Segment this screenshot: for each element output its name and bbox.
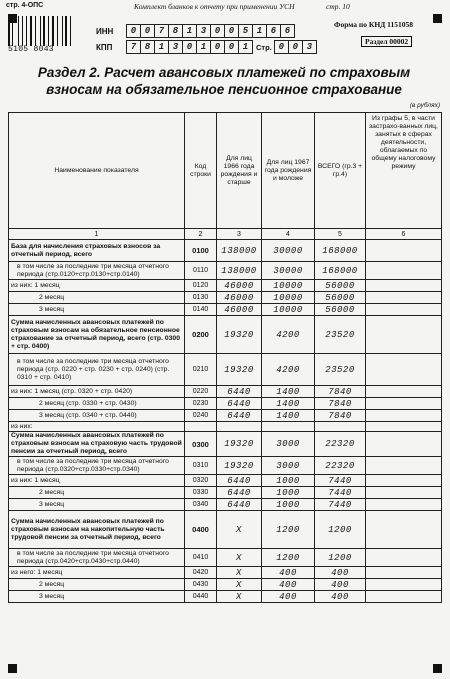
table-row: [9, 511, 442, 549]
barcode-bar: [65, 16, 67, 46]
value-cell[interactable]: 400: [315, 567, 366, 579]
line-code-cell: 0110: [185, 262, 217, 280]
digit-cell: 6: [267, 24, 281, 38]
value-cell[interactable]: [366, 511, 442, 549]
line-code-cell: 0420: [185, 567, 217, 579]
barcode-bar: [46, 16, 48, 46]
value-cell[interactable]: 23520: [315, 354, 366, 386]
indicator-name-cell: из них:: [9, 422, 185, 432]
value-cell[interactable]: 1400: [262, 398, 315, 410]
digit-cell: 0: [183, 40, 197, 54]
column-numbers-row: [9, 229, 442, 240]
value-cell[interactable]: 400: [315, 591, 366, 603]
section-code-box: Раздел 00002: [361, 36, 412, 47]
value-cell[interactable]: Х: [217, 549, 262, 567]
value-cell[interactable]: 7440: [315, 475, 366, 487]
value-cell[interactable]: 1000: [262, 475, 315, 487]
column-number: 4: [262, 229, 315, 240]
value-cell[interactable]: 7840: [315, 398, 366, 410]
value-cell[interactable]: 7840: [315, 410, 366, 422]
line-code-cell: 0220: [185, 386, 217, 398]
barcode-bar: [72, 16, 73, 46]
column-number: 3: [217, 229, 262, 240]
line-code-cell: 0130: [185, 292, 217, 304]
set-caption: Комплект бланков к отчету при применении УСН: [134, 2, 295, 11]
value-cell[interactable]: 56000: [315, 280, 366, 292]
table-row: [9, 280, 442, 292]
digit-cell: 3: [303, 40, 317, 54]
section-title: Раздел 2. Расчет авансовых платежей по страховым взносам на обязательное пенсионное страхование: [37, 65, 411, 97]
value-cell[interactable]: [262, 422, 315, 432]
value-cell[interactable]: 1400: [262, 410, 315, 422]
value-cell[interactable]: [366, 240, 442, 262]
header-cell: Из графы 5, в части застрахо-ванных лиц, занятых в сферах деятельности, облагаемых по общему налоговому режиму: [366, 113, 442, 229]
value-cell[interactable]: 400: [262, 567, 315, 579]
barcode-bar: [24, 16, 25, 46]
form-code: Форма по КНД 1151058: [334, 20, 414, 29]
digit-cell: 0: [225, 40, 239, 54]
value-cell[interactable]: [366, 579, 442, 591]
indicator-name-cell: 2 месяц: [9, 487, 185, 499]
inn-row: [96, 24, 295, 38]
barcode-bar: [59, 16, 61, 46]
indicator-name-cell: 3 месяц: [9, 304, 185, 316]
digit-cell: 8: [169, 24, 183, 38]
digit-cell: 7: [126, 40, 141, 54]
digit-cell: 3: [197, 24, 211, 38]
digit-cell: 1: [253, 24, 267, 38]
kpp-row: [96, 40, 317, 54]
page-label: стр. 4-ОПС: [6, 2, 44, 9]
registration-mark: [433, 664, 442, 673]
value-cell[interactable]: Х: [217, 567, 262, 579]
value-cell[interactable]: 6440: [217, 487, 262, 499]
table-row: [9, 432, 442, 457]
line-code-cell: 0340: [185, 499, 217, 511]
value-cell[interactable]: 30000: [262, 262, 315, 280]
indicator-name-cell: в том числе за последние три месяца отчетного периода (стр. 0220 + стр. 0230 + стр. 0240) (стр. 0310 + стр. 0410): [9, 354, 185, 386]
value-cell[interactable]: [366, 262, 442, 280]
value-cell[interactable]: 56000: [315, 304, 366, 316]
value-cell[interactable]: [366, 475, 442, 487]
value-cell[interactable]: 1000: [262, 487, 315, 499]
line-code-cell: 0320: [185, 475, 217, 487]
value-cell[interactable]: 22320: [315, 457, 366, 475]
line-code-cell: 0440: [185, 591, 217, 603]
value-cell[interactable]: 7840: [315, 386, 366, 398]
value-cell[interactable]: 10000: [262, 292, 315, 304]
digit-cell: 6: [281, 24, 295, 38]
barcode-bar: [30, 16, 32, 46]
indicator-name-cell: 3 месяц (стр. 0340 + стр. 0440): [9, 410, 185, 422]
value-cell[interactable]: 1200: [315, 511, 366, 549]
column-number: 1: [9, 229, 185, 240]
line-code-cell: 0310: [185, 457, 217, 475]
barcode-bar: [40, 16, 41, 46]
barcode-bar: [63, 16, 64, 46]
digit-cell: 5: [239, 24, 253, 38]
table-header-row: [9, 113, 442, 229]
column-number: 2: [185, 229, 217, 240]
value-cell[interactable]: [366, 457, 442, 475]
value-cell[interactable]: [366, 316, 442, 354]
barcode-bar: [26, 16, 28, 46]
barcode-bar: [35, 16, 36, 46]
digit-cell: 0: [289, 40, 303, 54]
indicator-name-cell: 2 месяц (стр. 0330 + стр. 0430): [9, 398, 185, 410]
registration-mark: [433, 14, 442, 23]
indicator-name-cell: Сумма начисленных авансовых платежей по страховым взносам на страховую часть трудовой пенсии за отчетный период, всего: [9, 432, 185, 457]
value-cell[interactable]: 7440: [315, 487, 366, 499]
kpp-label: КПП: [96, 42, 113, 52]
value-cell[interactable]: 168000: [315, 262, 366, 280]
value-cell[interactable]: [366, 549, 442, 567]
value-cell[interactable]: 4200: [262, 316, 315, 354]
digit-cell: 0: [211, 24, 225, 38]
line-code-cell: [185, 422, 217, 432]
line-code-cell: 0240: [185, 410, 217, 422]
value-cell[interactable]: 138000: [217, 262, 262, 280]
line-code-cell: 0410: [185, 549, 217, 567]
table-row: [9, 262, 442, 280]
barcode-bar: [50, 16, 51, 46]
value-cell[interactable]: [366, 567, 442, 579]
table-row: [9, 354, 442, 386]
table-row: [9, 292, 442, 304]
value-cell[interactable]: 10000: [262, 304, 315, 316]
registration-mark: [8, 14, 17, 23]
value-cell[interactable]: 400: [262, 579, 315, 591]
line-code-cell: 0300: [185, 432, 217, 457]
line-code-cell: 0200: [185, 316, 217, 354]
header-cell: Наименование показателя: [9, 113, 185, 229]
value-cell[interactable]: 400: [315, 579, 366, 591]
value-cell[interactable]: 1000: [262, 499, 315, 511]
value-cell[interactable]: 1200: [262, 511, 315, 549]
digit-cell: 0: [225, 24, 239, 38]
indicator-name-cell: 3 месяц: [9, 591, 185, 603]
value-cell[interactable]: 1400: [262, 386, 315, 398]
digit-cell: 0: [141, 24, 155, 38]
indicator-name-cell: из него: 1 месяц: [9, 567, 185, 579]
indicator-name-cell: в том числе за последние три месяца отчетного периода (стр.0420+стр.0430+стр.0440): [9, 549, 185, 567]
barcode-bar: [37, 16, 39, 46]
value-cell[interactable]: [366, 304, 442, 316]
contributions-table: [8, 112, 442, 603]
registration-mark: [8, 664, 17, 673]
indicator-name-cell: База для начисления страховых взносов за отчетный период, всего: [9, 240, 185, 262]
line-code-cell: 0120: [185, 280, 217, 292]
barcode-bar: [48, 16, 49, 46]
digit-cell: 0: [274, 40, 289, 54]
value-cell[interactable]: 19320: [217, 316, 262, 354]
value-cell[interactable]: 30000: [262, 240, 315, 262]
header-cell: Код строки: [185, 113, 217, 229]
table-row: [9, 499, 442, 511]
inn-label: ИНН: [96, 26, 114, 36]
table-row: [9, 591, 442, 603]
value-cell[interactable]: Х: [217, 579, 262, 591]
header-cell: Для лиц 1967 года рождения и моложе: [262, 113, 315, 229]
digit-cell: 8: [141, 40, 155, 54]
value-cell[interactable]: [366, 386, 442, 398]
barcode-bar: [22, 16, 23, 46]
value-cell[interactable]: 6440: [217, 475, 262, 487]
line-code-cell: 0140: [185, 304, 217, 316]
str-label: Стр.: [256, 42, 272, 52]
page-number: стр. 10: [326, 2, 350, 11]
digit-cell: 0: [211, 40, 225, 54]
value-cell[interactable]: 168000: [315, 240, 366, 262]
barcode-bar: [43, 16, 45, 46]
value-cell[interactable]: Х: [217, 591, 262, 603]
barcode-bar: [19, 16, 21, 46]
value-cell[interactable]: 46000: [217, 280, 262, 292]
table-row: [9, 410, 442, 422]
column-number: 5: [315, 229, 366, 240]
line-code-cell: 0230: [185, 398, 217, 410]
value-cell[interactable]: [366, 292, 442, 304]
value-cell[interactable]: 138000: [217, 240, 262, 262]
table-row: [9, 316, 442, 354]
header-cell: ВСЕГО (гр.3 + гр.4): [315, 113, 366, 229]
barcode-bar: [55, 16, 56, 46]
indicator-name-cell: из них: 1 месяц: [9, 475, 185, 487]
table-row: [9, 475, 442, 487]
value-cell[interactable]: 3000: [262, 457, 315, 475]
value-cell[interactable]: [366, 432, 442, 457]
value-cell[interactable]: 22320: [315, 432, 366, 457]
line-code-cell: 0430: [185, 579, 217, 591]
value-cell[interactable]: Х: [217, 511, 262, 549]
table-row: [9, 240, 442, 262]
value-cell[interactable]: 56000: [315, 292, 366, 304]
value-cell[interactable]: 6440: [217, 410, 262, 422]
line-code-cell: 0210: [185, 354, 217, 386]
line-code-cell: 0400: [185, 511, 217, 549]
table-row: [9, 549, 442, 567]
table-row: [9, 567, 442, 579]
table-row: [9, 457, 442, 475]
barcode-bar: [41, 16, 42, 46]
value-cell[interactable]: 3000: [262, 432, 315, 457]
indicator-name-cell: в том числе за последние три месяца отчетного периода (стр.0320+стр.0330+стр.0340): [9, 457, 185, 475]
value-cell[interactable]: 23520: [315, 316, 366, 354]
value-cell[interactable]: 6440: [217, 398, 262, 410]
indicator-name-cell: Сумма начисленных авансовых платежей по страховым взносам на обязательное пенсионное страхование за отчетный период, всего (стр. 0300 + стр. 0400): [9, 316, 185, 354]
table-row: [9, 386, 442, 398]
line-code-cell: 0100: [185, 240, 217, 262]
barcode: [8, 16, 74, 46]
value-cell[interactable]: 4200: [262, 354, 315, 386]
digit-cell: 1: [197, 40, 211, 54]
value-cell[interactable]: [366, 499, 442, 511]
str-cells: [274, 40, 317, 54]
value-cell[interactable]: [366, 487, 442, 499]
indicator-name-cell: 2 месяц: [9, 292, 185, 304]
barcode-number: 5105 8043: [8, 45, 54, 54]
page-header: [6, 2, 442, 14]
value-cell[interactable]: [366, 354, 442, 386]
table-row: [9, 579, 442, 591]
value-cell[interactable]: 6440: [217, 499, 262, 511]
barcode-bar: [68, 16, 69, 46]
table-row: [9, 304, 442, 316]
value-cell[interactable]: [366, 591, 442, 603]
digit-cell: 1: [239, 40, 253, 54]
barcode-bar: [18, 16, 19, 46]
value-cell[interactable]: 1200: [262, 549, 315, 567]
value-cell[interactable]: [217, 422, 262, 432]
barcode-bar: [62, 16, 63, 46]
value-cell[interactable]: 46000: [217, 304, 262, 316]
barcode-bar: [70, 16, 72, 46]
barcode-bar: [52, 16, 54, 46]
barcode-bar: [33, 16, 34, 46]
barcode-bar: [57, 16, 58, 46]
digit-cell: 0: [126, 24, 141, 38]
table-row: [9, 422, 442, 432]
inn-cells: [126, 24, 295, 38]
value-cell[interactable]: 19320: [217, 354, 262, 386]
value-cell[interactable]: 10000: [262, 280, 315, 292]
barcode-bar: [28, 16, 29, 46]
header-cell: Для лиц 1966 года рождения и старше: [217, 113, 262, 229]
value-cell[interactable]: 7440: [315, 499, 366, 511]
indicator-name-cell: в том числе за последние три месяца отчетного периода (стр.0120+стр.0130+стр.0140): [9, 262, 185, 280]
value-cell[interactable]: 6440: [217, 386, 262, 398]
value-cell[interactable]: [366, 280, 442, 292]
value-cell[interactable]: 400: [262, 591, 315, 603]
column-number: 6: [366, 229, 442, 240]
value-cell[interactable]: [315, 422, 366, 432]
indicator-name-cell: 2 месяц: [9, 579, 185, 591]
digit-cell: 1: [183, 24, 197, 38]
value-cell[interactable]: [366, 422, 442, 432]
table-row: [9, 398, 442, 410]
value-cell[interactable]: 19320: [217, 432, 262, 457]
value-cell[interactable]: [366, 398, 442, 410]
indicator-name-cell: из них: 1 месяц (стр. 0320 + стр. 0420): [9, 386, 185, 398]
units-note: (в рублях): [409, 102, 440, 109]
indicator-name-cell: Сумма начисленных авансовых платежей по страховым взносам на накопительную часть трудовой пенсии за отчетный период, всего: [9, 511, 185, 549]
table-row: [9, 487, 442, 499]
indicator-name-cell: из них: 1 месяц: [9, 280, 185, 292]
value-cell[interactable]: [366, 410, 442, 422]
digit-cell: 7: [155, 24, 169, 38]
value-cell[interactable]: 1200: [315, 549, 366, 567]
kpp-cells: [126, 40, 253, 54]
indicator-name-cell: 3 месяц: [9, 499, 185, 511]
value-cell[interactable]: 19320: [217, 457, 262, 475]
line-code-cell: 0330: [185, 487, 217, 499]
digit-cell: 3: [169, 40, 183, 54]
value-cell[interactable]: 46000: [217, 292, 262, 304]
digit-cell: 1: [155, 40, 169, 54]
